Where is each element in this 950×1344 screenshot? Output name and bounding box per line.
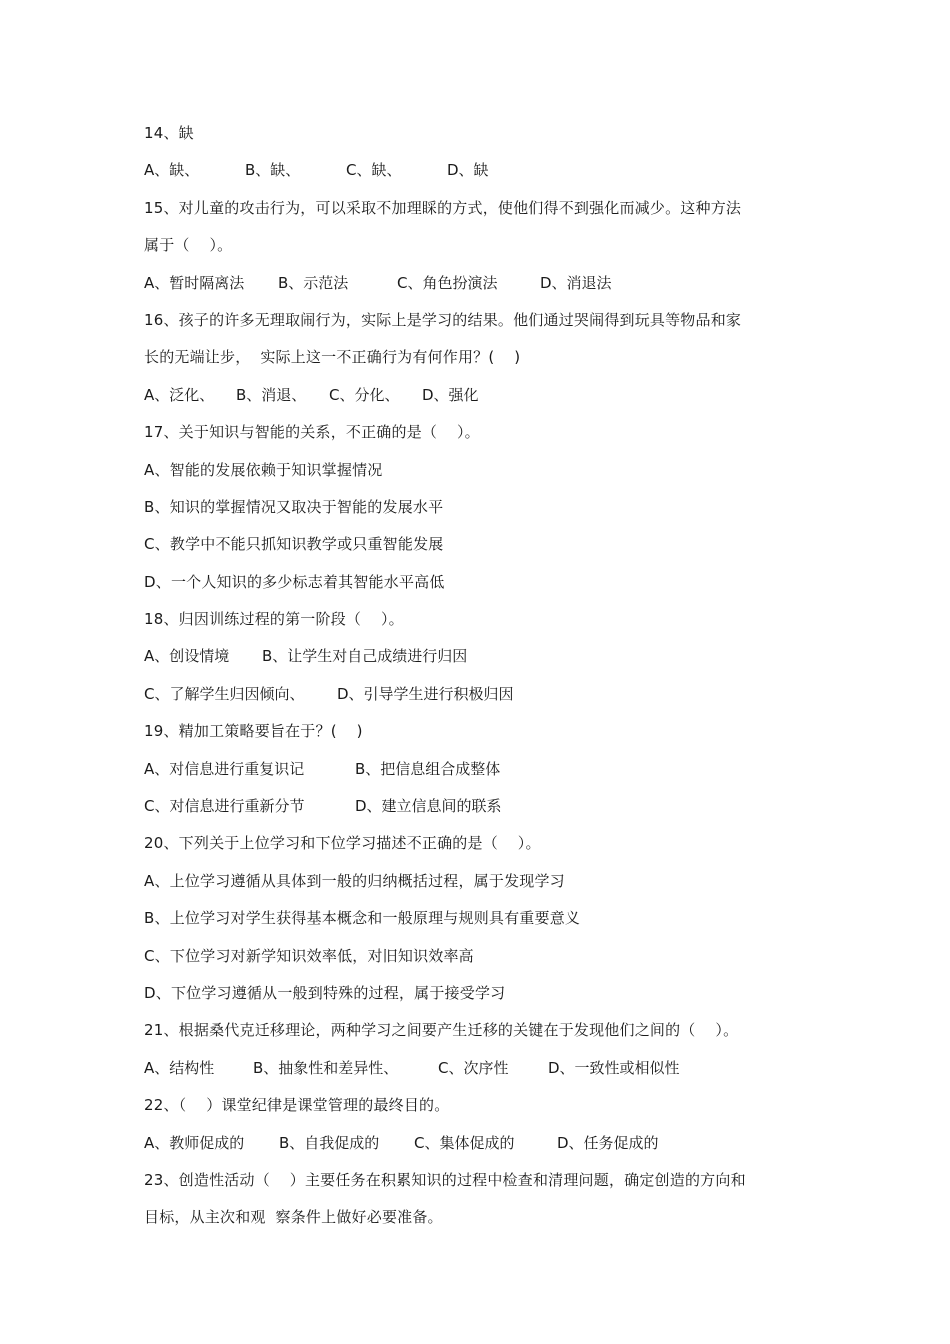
question-16-options (144, 377, 814, 414)
question-16-stem-line-1: 16、孩子的许多无理取闹行为，实际上是学习的结果。他们通过哭闹得到玩具等物品和家 (144, 310, 742, 329)
question-15-option-b: B、示范法 (278, 273, 349, 292)
question-21-option-a: A、结构性 (144, 1058, 215, 1077)
question-16-option-b: B、消退、 (236, 385, 307, 404)
question-14-option-a: A、缺、 (144, 161, 200, 180)
question-18-option-c: C、了解学生归因倾向、 (144, 684, 305, 703)
question-17-option-a: A、智能的发展依赖于知识掌握情况 (144, 460, 383, 479)
question-15-option-d: D、消退法 (540, 273, 612, 292)
question-20-stem: 20、下列关于上位学习和下位学习描述不正确的是（ ）。 (144, 834, 541, 853)
question-22-option-c: C、集体促成的 (414, 1133, 515, 1152)
question-17-stem: 17、关于知识与智能的关系，不正确的是（ ）。 (144, 423, 480, 442)
question-21-option-b: B、抽象性和差异性、 (253, 1058, 399, 1077)
question-22-option-b: B、自我促成的 (279, 1133, 380, 1152)
question-17-option-d: D、一个人知识的多少标志着其智能水平高低 (144, 572, 445, 591)
question-19-option-c: C、对信息进行重新分节 (144, 797, 305, 816)
question-16-option-d: D、强化 (422, 385, 479, 404)
question-22-options (144, 1125, 814, 1162)
question-14-option-d: D、缺 (447, 161, 489, 180)
question-19-option-a: A、对信息进行重复识记 (144, 759, 305, 778)
question-20-option-c: C、下位学习对新学知识效率低，对旧知识效率高 (144, 946, 474, 965)
question-list (144, 115, 814, 1237)
question-22-stem: 22、（ ）课堂纪律是课堂管理的最终目的。 (144, 1096, 450, 1115)
question-21-stem: 21、根据桑代克迁移理论，两种学习之间要产生迁移的关键在于发现他们之间的（ ）。 (144, 1021, 739, 1040)
question-18-option-b: B、让学生对自己成绩进行归因 (262, 647, 468, 666)
question-16-option-c: C、分化、 (329, 385, 400, 404)
question-20-option-a: A、上位学习遵循从具体到一般的归纳概括过程，属于发现学习 (144, 871, 565, 890)
question-22-option-a: A、教师促成的 (144, 1133, 245, 1152)
question-18-options-row-2 (144, 676, 814, 713)
question-14-options (144, 152, 814, 189)
question-23-stem-line-2: 目标，从主次和观 察条件上做好必要准备。 (144, 1208, 443, 1227)
question-15-option-a: A、暂时隔离法 (144, 273, 245, 292)
question-23-stem-line-1: 23、创造性活动（ ）主要任务在积累知识的过程中检查和清理问题，确定创造的方向和 (144, 1170, 746, 1189)
question-19-option-d: D、建立信息间的联系 (355, 797, 502, 816)
question-22-option-d: D、任务促成的 (557, 1133, 659, 1152)
question-21-option-c: C、次序性 (438, 1058, 509, 1077)
question-17-option-b: B、知识的掌握情况又取决于智能的发展水平 (144, 497, 444, 516)
question-19-stem: 19、精加工策略要旨在于？( ) (144, 722, 363, 741)
question-19-options-row-2 (144, 788, 814, 825)
question-16-stem-line-2: 长的无端让步， 实际上这一不正确行为有何作用？( ) (144, 348, 521, 367)
question-18-option-a: A、创设情境 (144, 647, 230, 666)
question-21-option-d: D、一致性或相似性 (548, 1058, 680, 1077)
question-20-option-b: B、上位学习对学生获得基本概念和一般原理与规则具有重要意义 (144, 909, 581, 928)
question-15-options (144, 265, 814, 302)
question-14-stem: 14、缺 (144, 124, 194, 142)
question-19-options-row-1 (144, 751, 814, 788)
question-21-options (144, 1050, 814, 1087)
question-18-option-d: D、引导学生进行积极归因 (337, 684, 514, 703)
question-17-option-c: C、教学中不能只抓知识教学或只重智能发展 (144, 535, 444, 554)
question-16-option-a: A、泛化、 (144, 385, 215, 404)
question-15-stem-line-2: 属于（ ）。 (144, 236, 233, 255)
question-15-stem-line-1: 15、对儿童的攻击行为，可以采取不加理睬的方式，使他们得不到强化而减少。这种方法 (144, 198, 742, 217)
question-20-option-d: D、下位学习遵循从一般到特殊的过程，属于接受学习 (144, 983, 506, 1002)
question-18-stem: 18、归因训练过程的第一阶段（ ）。 (144, 610, 404, 629)
question-15-option-c: C、角色扮演法 (397, 273, 498, 292)
question-14-option-c: C、缺、 (346, 161, 402, 180)
question-18-options-row-1 (144, 638, 814, 675)
question-14-option-b: B、缺、 (245, 161, 301, 180)
question-19-option-b: B、把信息组合成整体 (355, 759, 501, 778)
